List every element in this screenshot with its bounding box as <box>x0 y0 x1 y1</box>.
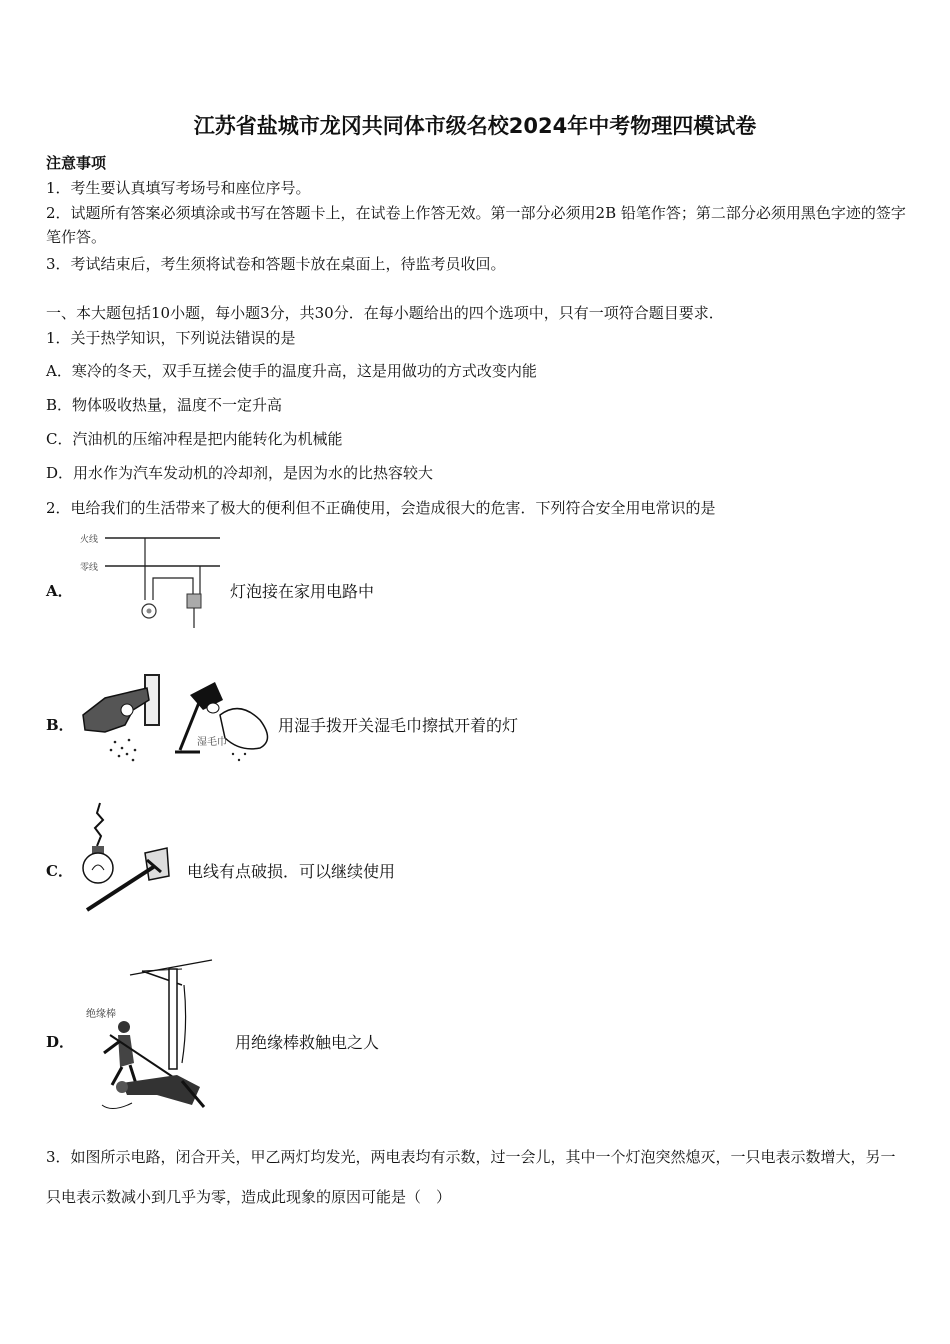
notice-item-3: 3．考试结束后，考生须将试卷和答题卡放在桌面上，待监考员收回。 <box>46 255 506 273</box>
damaged-wire-figure <box>75 798 185 916</box>
q1-option-a: A．寒冷的冬天，双手互搓会使手的温度升高，这是用做功的方式改变内能 <box>46 362 537 380</box>
wet-hand-switch-figure <box>75 670 275 770</box>
q2-option-c-caption: 电线有点破损．可以继续使用 <box>187 862 396 881</box>
notice-heading: 注意事项 <box>46 154 107 172</box>
q2-option-d-caption: 用绝缘棒救触电之人 <box>235 1033 380 1052</box>
section-heading: 一、本大题包括10小题，每小题3分，共30分．在每小题给出的四个选项中，只有一项符合题目要求． <box>46 304 724 322</box>
q2-option-b-label: B． <box>46 716 74 734</box>
q3-stem: 3．如图所示电路，闭合开关，甲乙两灯均发光，两电表均有示数，过一会儿，其中一个灯泡突然熄灭，一只电表示数增大，另一只电表示数减小到几乎为零，造成此现象的原因可能是（ ） <box>46 1148 896 1206</box>
q2-option-b-caption: 用湿手拨开关湿毛巾擦拭开着的灯 <box>278 716 519 735</box>
q1-stem: 1．关于热学知识，下列说法错误的是 <box>46 329 296 347</box>
household-circuit-figure <box>75 528 225 633</box>
q2-option-a-label: A． <box>46 582 73 600</box>
insulated-rod-rescue-figure <box>82 955 232 1120</box>
q2-option-c-label: C． <box>46 862 73 880</box>
q1-option-b: B．物体吸收热量，温度不一定升高 <box>46 396 283 414</box>
neutral-wire-label: 零线 <box>80 563 99 573</box>
q2-option-a-caption: 灯泡接在家用电路中 <box>230 582 375 601</box>
page-title: 江苏省盐城市龙冈共同体市级名校2024年中考物理四模试卷 <box>193 114 757 138</box>
q2-stem: 2．电给我们的生活带来了极大的便利但不正确使用，会造成很大的危害．下列符合安全用电常识的是 <box>46 499 716 517</box>
insulated-rod-label: 绝缘棒 <box>86 1009 116 1020</box>
notice-item-2: 2．试题所有答案必须填涂或书写在答题卡上，在试卷上作答无效。第一部分必须用2B 铅笔作答；第二部分必须用黑色字迹的签字笔作答。 <box>46 204 906 246</box>
notice-item-1: 1．考生要认真填写考场号和座位序号。 <box>46 179 311 197</box>
wet-towel-label: 湿毛巾 <box>197 737 227 748</box>
q1-option-c: C．汽油机的压缩冲程是把内能转化为机械能 <box>46 430 343 448</box>
q2-option-d-label: D． <box>46 1033 75 1051</box>
q1-option-d: D．用水作为汽车发动机的冷却剂，是因为水的比热容较大 <box>46 464 434 482</box>
live-wire-label: 火线 <box>80 535 99 545</box>
